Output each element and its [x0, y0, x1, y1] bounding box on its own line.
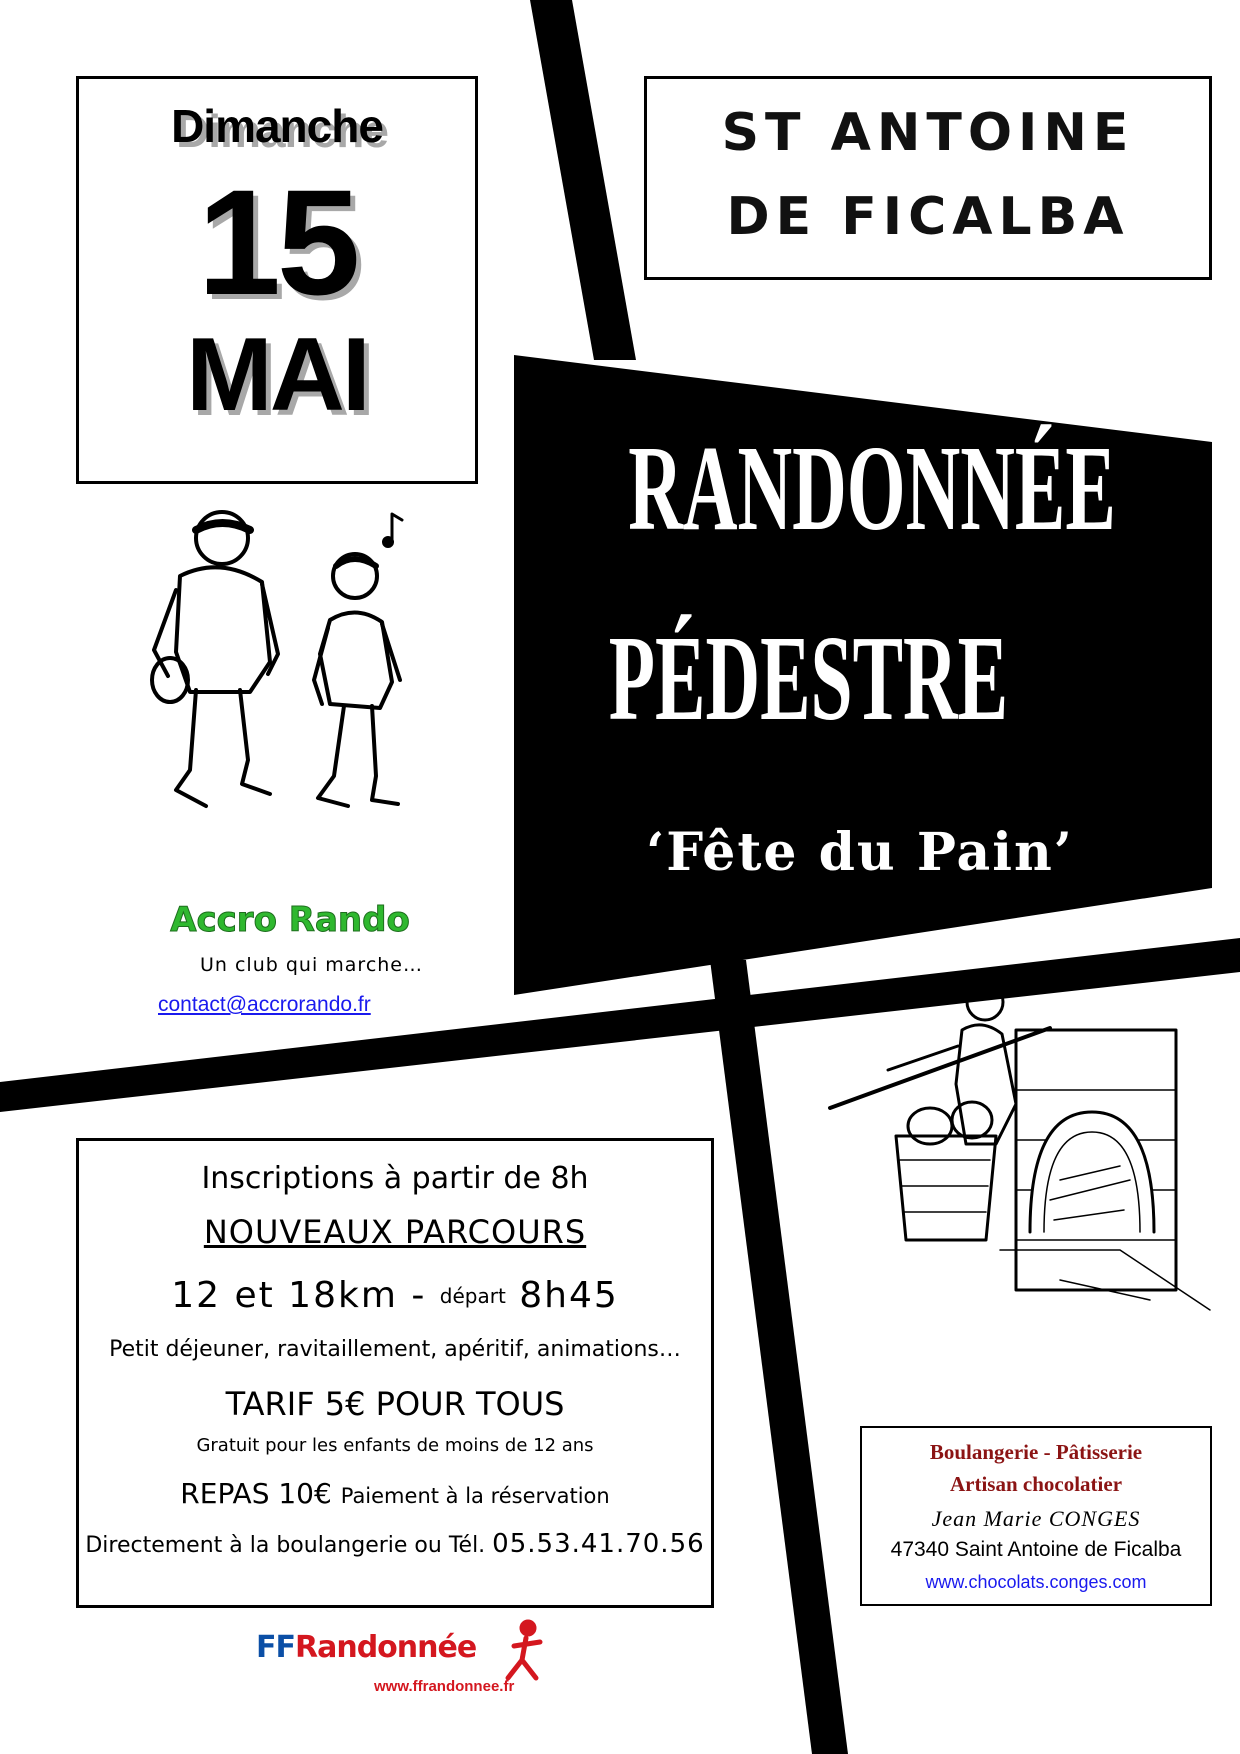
booking-line: [79, 1529, 711, 1559]
bakery-line2: Artisan chocolatier: [949, 1472, 1123, 1496]
club-email-link[interactable]: contact@accrorando.fr: [158, 993, 371, 1016]
booking-text: Directement à la boulangerie ou Tél.: [85, 1533, 486, 1558]
meal-price: REPAS 10€: [180, 1477, 332, 1510]
ffr-logo-rest: Randonnée: [295, 1630, 477, 1665]
event-title-line2: PÉDESTRE: [608, 611, 1009, 746]
month-label: MAI: [186, 317, 368, 433]
ffr-hiker-icon: [508, 1622, 540, 1678]
bakery-box: [860, 1426, 1212, 1606]
weekday-label: Dimanche: [171, 100, 383, 152]
meal-note: Paiement à la réservation: [340, 1484, 610, 1508]
meal-line: [79, 1477, 711, 1510]
info-box: [76, 1138, 714, 1608]
distances-line: [79, 1275, 711, 1316]
ffr-logo: [256, 1630, 476, 1665]
date-box: [76, 76, 478, 484]
diagonal-band: [530, 0, 636, 360]
bakery-owner: Jean Marie CONGES: [931, 1506, 1141, 1531]
town-name-line1: ST ANTOINE: [721, 103, 1135, 163]
amenities-text: Petit déjeuner, ravitaillement, apéritif, animations…: [109, 1337, 681, 1362]
ffr-logo-ff: FF: [256, 1630, 295, 1665]
registration-time: Inscriptions à partir de 8h: [201, 1161, 589, 1196]
club-tagline: Un club qui marche…: [200, 954, 423, 976]
departure-time: 8h45: [519, 1275, 619, 1316]
price-text: TARIF 5€ POUR TOUS: [225, 1385, 565, 1423]
new-routes-text: NOUVEAUX PARCOURS: [203, 1213, 587, 1251]
diagonal-band-lower: [710, 960, 848, 1754]
event-title-line1: RANDONNÉE: [628, 421, 1116, 556]
event-subtitle: ‘Fête du Pain’: [646, 822, 1074, 883]
hikers-illustration: [152, 512, 402, 806]
day-number: 15: [197, 158, 357, 326]
phone-number: 05.53.41.70.56: [492, 1529, 705, 1559]
distances-text: 12 et 18km -: [171, 1275, 427, 1316]
ffr-website-link[interactable]: www.ffrandonnee.fr: [374, 1678, 515, 1695]
town-name-line2: DE FICALBA: [726, 187, 1130, 247]
new-routes-heading: [79, 1213, 711, 1251]
baker-illustration: [830, 984, 1210, 1310]
departure-label: départ: [439, 1284, 506, 1308]
bakery-address: 47340 Saint Antoine de Ficalba: [890, 1538, 1182, 1561]
town-box: [644, 76, 1212, 280]
bakery-line1: Boulangerie - Pâtisserie: [929, 1440, 1143, 1464]
children-note: Gratuit pour les enfants de moins de 12 ans: [196, 1435, 594, 1456]
club-name: Accro Rando: [170, 900, 410, 940]
bakery-website-link[interactable]: www.chocolats.conges.com: [925, 1572, 1147, 1592]
